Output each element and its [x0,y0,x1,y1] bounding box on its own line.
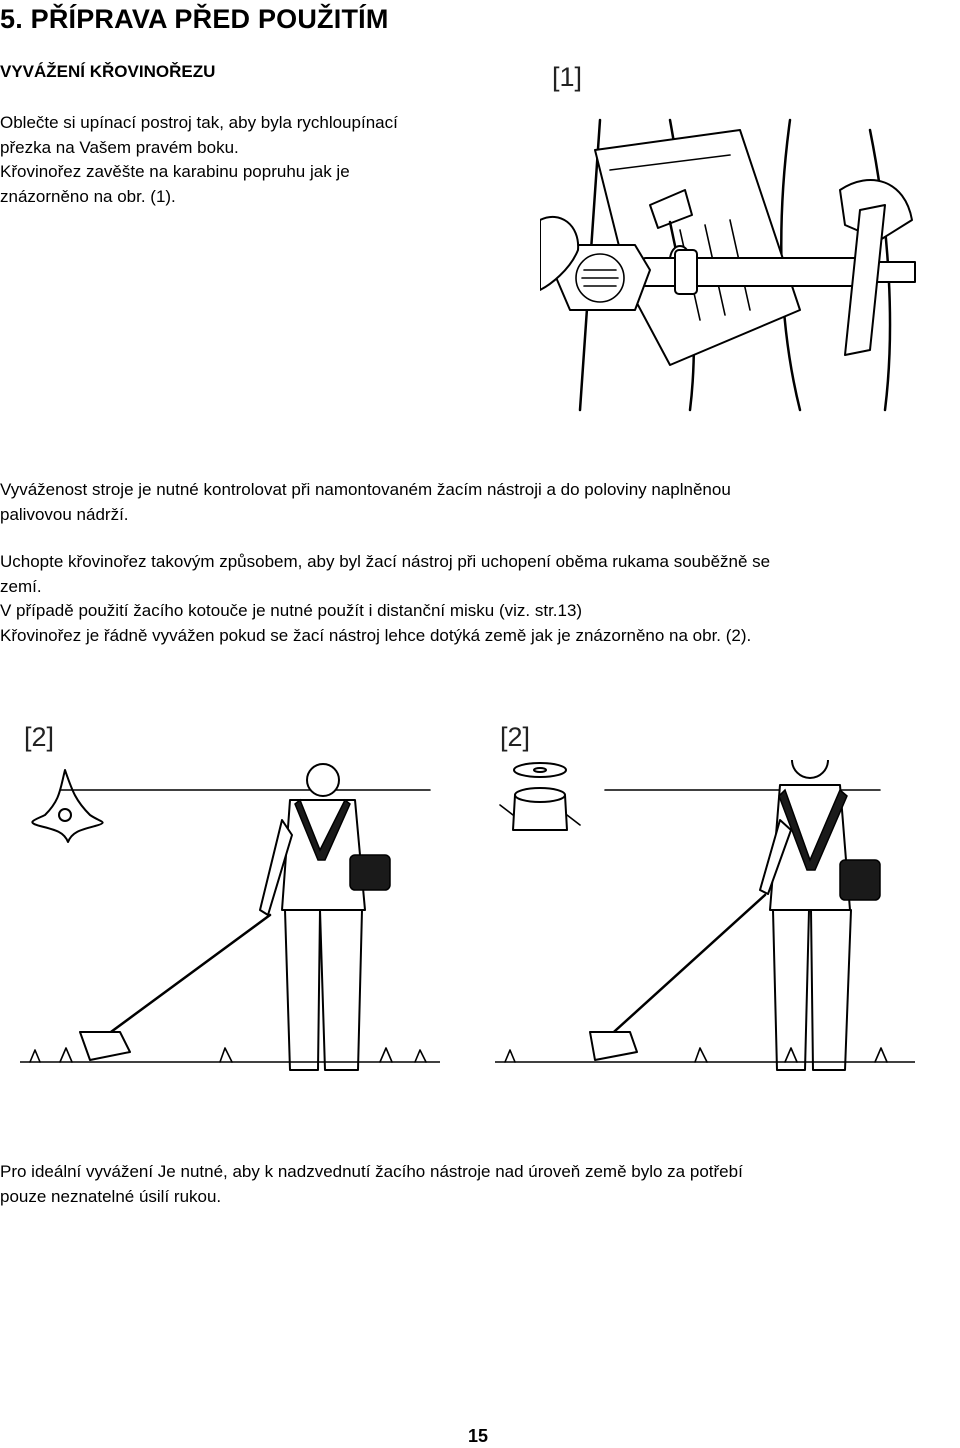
grip-line: zemí. [0,576,42,596]
balance-line: Vyváženost stroje je nutné kontrolovat při namontovaném žacím nástroji a do poloviny naplněnou [0,480,731,499]
ideal-line: Pro ideální vyvážení Je nutné, aby k nadzvednutí žacího nástroje nad úroveň země bylo za potřebí [0,1162,743,1181]
intro-line: Oblečte si upínací postroj tak, aby byla rychloupínací [0,113,398,132]
grip-paragraph [0,550,960,648]
figure-2-right-illustration [495,760,915,1090]
figure-1-illustration [540,110,920,420]
balance-paragraph [0,478,960,527]
intro-line: znázorněno na obr. (1). [0,186,176,206]
intro-paragraph [0,111,520,209]
figure-2-left-label: [2] [24,722,55,752]
page-number: 15 [468,1426,489,1446]
figure-1-label: [1] [552,62,583,92]
intro-line: Křovinořez zavěšte na karabinu popruhu jak je [0,162,350,181]
figure-2-left-illustration [20,760,440,1090]
trimmer-head-icon [500,763,580,830]
grip-line: Křovinořez je řádně vyvážen pokud se žací nástroj lehce dotýká země jak je znázorněno na obr. (2). [0,625,752,645]
grip-line: Uchopte křovinořez takovým způsobem, aby byl žací nástroj při uchopení oběma rukama souběžně se [0,552,771,571]
ideal-balance-paragraph [0,1160,960,1209]
ideal-line: pouze neznatelné úsilí rukou. [0,1186,222,1206]
balance-line: palivovou nádrží. [0,504,129,524]
figure-2-right-label: [2] [500,722,531,752]
page-title: 5. PŘÍPRAVA PŘED POUŽITÍM [0,4,389,34]
grip-line: V případě použití žacího kotouče je nutné použít i distanční misku (viz. str.13) [0,601,583,620]
section-subheading: VYVÁŽENÍ KŘOVINOŘEZU [0,62,216,81]
cutting-blade-icon [32,770,102,842]
intro-line: přezka na Vašem pravém boku. [0,137,239,157]
